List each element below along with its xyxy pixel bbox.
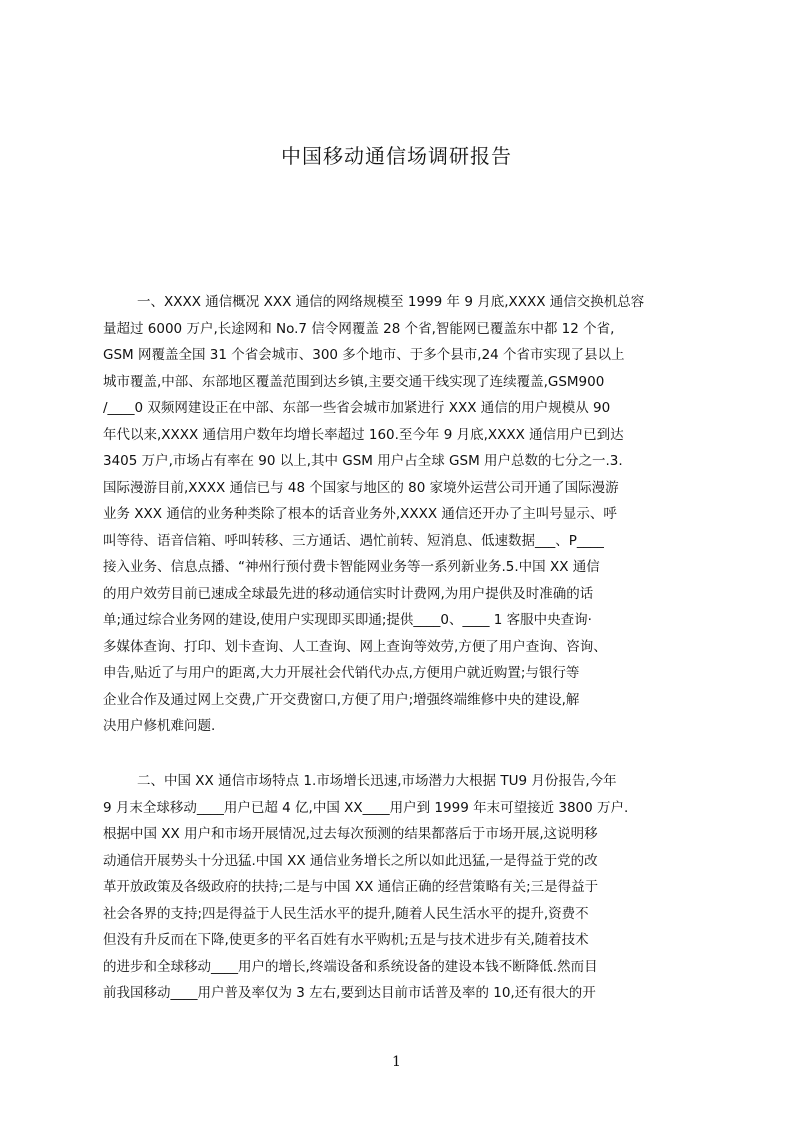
paragraph-line: 叫等待、语音信箱、呼叫转移、三方通话、遇忙前转、短消息、低速数据___、P____ bbox=[103, 532, 604, 549]
paragraph-line: 决用户修机难问题. bbox=[103, 718, 216, 734]
paragraph-line: 革开放政策及各级政府的扶持;二是与中国 XX 通信正确的经营策略有关;三是得益于 bbox=[103, 879, 599, 895]
paragraph-line: 申告,贴近了与用户的距离,大力开展社会代销代办点,方便用户就近购置;与银行等 bbox=[103, 665, 580, 681]
paragraph-market-features bbox=[103, 768, 697, 1007]
paragraph-line: 9 月末全球移动____用户已超 4 亿,中国 XX____用户到 1999 年末可望接近 3800 万户. bbox=[103, 799, 629, 816]
paragraph-line: GSM 网覆盖全国 31 个省会城市、300 多个地市、于多个县市,24 个省市实现了县以上 bbox=[103, 347, 625, 363]
page-title: 中国移动通信场调研报告 bbox=[281, 144, 512, 168]
paragraph-line: 业务 XXX 通信的业务种类除了根本的话音业务外,XXXX 通信还开办了主叫号显示、呼 bbox=[103, 506, 617, 522]
paragraph-line: 3405 万户,市场占有率在 90 以上,其中 GSM 用户占全球 GSM 用户总数的七分之一.3. bbox=[103, 453, 623, 469]
paragraph-line: 量超过 6000 万户,长途网和 No.7 信令网覆盖 28 个省,智能网已覆盖东中都 12 个省, bbox=[103, 320, 615, 337]
paragraph-line: 但没有升反而在下降,使更多的平名百姓有水平购机;五是与技术进步有关,随着技术 bbox=[103, 932, 589, 948]
paragraph-line: 前我国移动____用户普及率仅为 3 左右,要到达目前市话普及率的 10,还有很大的开 bbox=[103, 985, 596, 1001]
paragraph-line: 二、中国 XX 通信市场特点 1.市场增长迅速,市场潜力大根据 TU9 月份报告,今年 bbox=[137, 773, 617, 789]
paragraph-line: 接入业务、信息点播、“神州行预付费卡智能网业务等一系列新业务.5.中国 XX 通信 bbox=[103, 559, 600, 575]
paragraph-line: 根据中国 XX 用户和市场开展情况,过去每次预测的结果都落后于市场开展,这说明移 bbox=[103, 826, 598, 842]
paragraph-line: 企业合作及通过网上交费,广开交费窗口,方便了用户;增强终端维修中央的建设,解 bbox=[103, 691, 580, 708]
paragraph-line: 动通信开展势头十分迅猛.中国 XX 通信业务增长之所以如此迅猛,一是得益于党的改 bbox=[103, 852, 598, 869]
page-number: 1 bbox=[392, 1054, 401, 1070]
paragraph-line: 的进步和全球移动____用户的增长,终端设备和系统设备的建设本钱不断降低.然而目 bbox=[103, 958, 598, 975]
paragraph-line: 多媒体查询、打印、划卡查询、人工查询、网上查询等效劳,方便了用户查询、咨询、 bbox=[103, 638, 607, 655]
paragraph-line: /____0 双频网建设正在中部、东部一些省会城市加紧进行 XXX 通信的用户规模从 90 bbox=[103, 400, 611, 416]
paragraph-line: 年代以来,XXXX 通信用户数年均增长率超过 160.至今年 9 月底,XXXX 通信用户已到达 bbox=[103, 426, 624, 443]
paragraph-line: 单;通过综合业务网的建设,使用户实现即买即通;提供____0、____ 1 客服中央查询· bbox=[103, 612, 592, 628]
paragraph-line: 的用户效劳目前已速成全球最先进的移动通信实时计费网,为用户提供及时准确的话 bbox=[103, 585, 594, 602]
paragraph-line: 城市覆盖,中部、东部地区覆盖范围到达乡镇,主要交通干线实现了连续覆盖,GSM900 bbox=[103, 373, 605, 390]
paragraph-line: 一、XXXX 通信概况 XXX 通信的网络规模至 1999 年 9 月底,XXXX 通信交换机总容 bbox=[137, 294, 645, 310]
paragraph-line: 社会各界的支持;四是得益于人民生活水平的提升,随着人民生活水平的提升,资费不 bbox=[103, 905, 589, 922]
paragraph-line: 国际漫游目前,XXXX 通信已与 48 个国家与地区的 80 家境外运营公司开通了国际漫游 bbox=[103, 479, 619, 496]
paragraph-overview bbox=[103, 289, 697, 740]
